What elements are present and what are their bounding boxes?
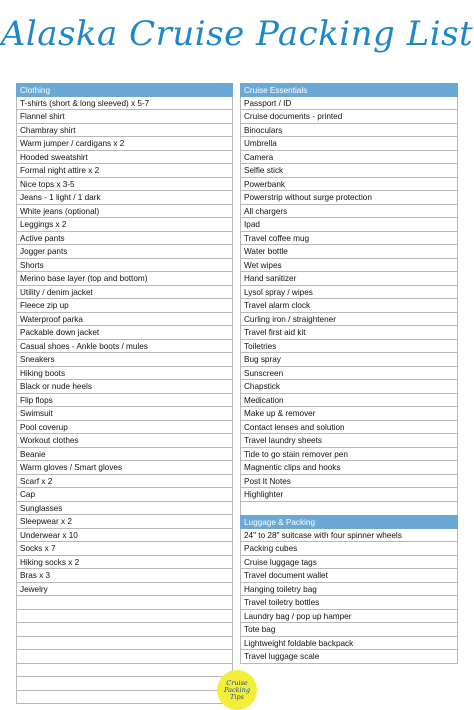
list-item: Post It Notes [240,475,458,489]
list-item: Lightweight foldable backpack [240,637,458,651]
list-item: Sleepwear x 2 [16,515,233,529]
list-item: Laundry bag / pop up hamper [240,610,458,624]
list-item: Ipad [240,218,458,232]
list-item: Scarf x 2 [16,475,233,489]
list-item: Curling iron / straightener [240,313,458,327]
list-item [16,677,233,691]
clothing-column [16,83,233,704]
list-item: Merino base layer (top and bottom) [16,272,233,286]
list-item: Sneakers [16,353,233,367]
list-item: Jogger pants [16,245,233,259]
list-item: Fleece zip up [16,299,233,313]
list-item: Chambray shirt [16,124,233,138]
list-item: Travel coffee mug [240,232,458,246]
clothing-header: Clothing [16,83,233,97]
list-item: Chapstick [240,380,458,394]
packing-table [16,83,458,704]
list-item: Packable down jacket [16,326,233,340]
list-item: Toiletries [240,340,458,354]
list-item: 24" to 28" suitcase with four spinner wheels [240,529,458,543]
list-item [16,637,233,651]
list-item: Bras x 3 [16,569,233,583]
page-title: Alaska Cruise Packing List [0,14,474,54]
list-item: Waterproof parka [16,313,233,327]
list-item: Make up & remover [240,407,458,421]
section-spacer [240,502,458,516]
list-item [16,664,233,678]
list-item [16,623,233,637]
list-item: Cruise documents - printed [240,110,458,124]
list-item: Flannel shirt [16,110,233,124]
list-item: Wet wipes [240,259,458,273]
list-item: Nice tops x 3-5 [16,178,233,192]
list-item: Sunglasses [16,502,233,516]
list-item: Cruise luggage tags [240,556,458,570]
list-item: Passport / ID [240,97,458,111]
list-item: Underwear x 10 [16,529,233,543]
list-item: Leggings x 2 [16,218,233,232]
list-item: Workout clothes [16,434,233,448]
list-item: Pool coverup [16,421,233,435]
list-item: Casual shoes - Ankle boots / mules [16,340,233,354]
list-item: Umbrella [240,137,458,151]
list-item: Water bottle [240,245,458,259]
list-item: Travel toiletry bottles [240,596,458,610]
list-item: All chargers [240,205,458,219]
list-item: Socks x 7 [16,542,233,556]
list-item: Tide to go stain remover pen [240,448,458,462]
list-item: Warm jumper / cardigans x 2 [16,137,233,151]
list-item: Hooded sweatshirt [16,151,233,165]
list-item: Sunscreen [240,367,458,381]
list-item: Black or nude heels [16,380,233,394]
list-item: Jeans - 1 light / 1 dark [16,191,233,205]
list-item: Lysol spray / wipes [240,286,458,300]
list-item: Bug spray [240,353,458,367]
list-item: Hand sanitizer [240,272,458,286]
essentials-header: Cruise Essentials [240,83,458,97]
list-item [16,650,233,664]
list-item: Highlighter [240,488,458,502]
list-item: Medication [240,394,458,408]
list-item: Travel document wallet [240,569,458,583]
list-item: Hiking socks x 2 [16,556,233,570]
list-item: Packing cubes [240,542,458,556]
brand-logo [217,670,257,710]
list-item: Powerbank [240,178,458,192]
list-item: Magnentic clips and hooks [240,461,458,475]
list-item: Beanie [16,448,233,462]
list-item: Travel laundry sheets [240,434,458,448]
list-item: T-shirts (short & long sleeved) x 5-7 [16,97,233,111]
list-item: Utility / denim jacket [16,286,233,300]
list-item [16,596,233,610]
list-item: Warm gloves / Smart gloves [16,461,233,475]
list-item: Hanging toiletry bag [240,583,458,597]
list-item: Flip flops [16,394,233,408]
list-item: Contact lenses and solution [240,421,458,435]
logo-text: Cruise Packing Tips [224,678,250,701]
list-item: Selfie stick [240,164,458,178]
luggage-header: Luggage & Packing [240,515,458,529]
list-item: Shorts [16,259,233,273]
list-item: Hiking boots [16,367,233,381]
list-item: Travel luggage scale [240,650,458,664]
list-item: Cap [16,488,233,502]
list-item [16,691,233,705]
list-item: Tote bag [240,623,458,637]
list-item: Travel alarm clock [240,299,458,313]
list-item: White jeans (optional) [16,205,233,219]
list-item: Jewelry [16,583,233,597]
list-item: Binoculars [240,124,458,138]
list-item: Formal night attire x 2 [16,164,233,178]
list-item: Swimsuit [16,407,233,421]
list-item: Active pants [16,232,233,246]
list-item: Travel first aid kit [240,326,458,340]
list-item: Powerstrip without surge protection [240,191,458,205]
list-item: Camera [240,151,458,165]
essentials-column [240,83,458,704]
list-item [16,610,233,624]
